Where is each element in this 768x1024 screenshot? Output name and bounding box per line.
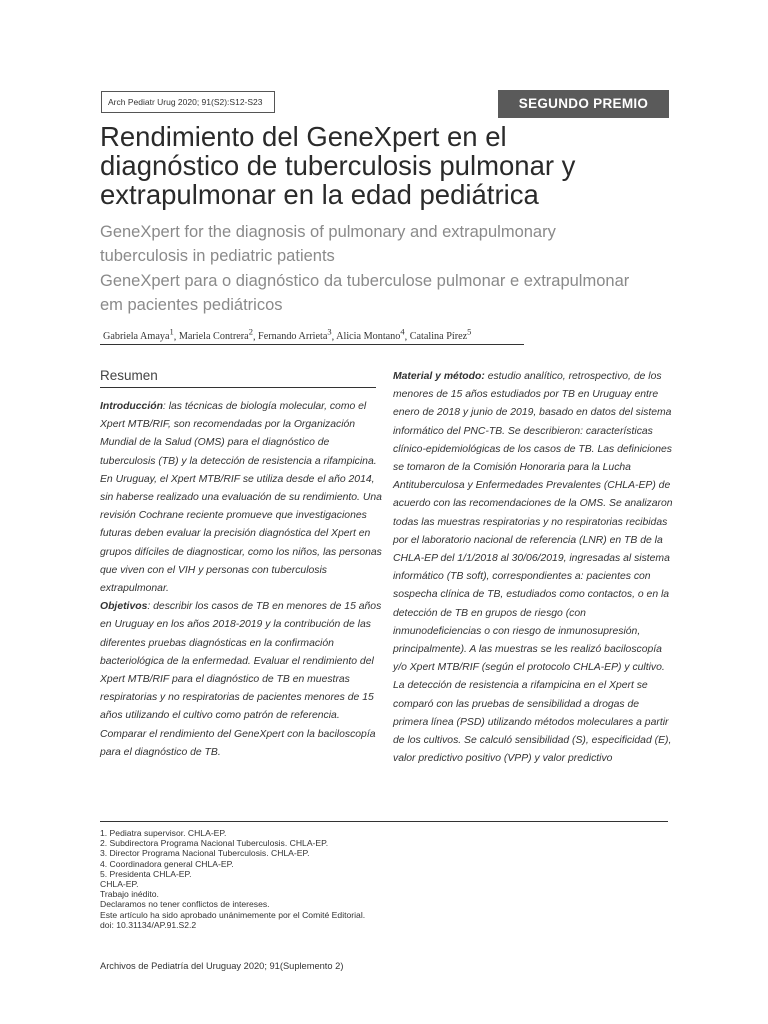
footnote: Trabajo inédito. <box>100 889 159 900</box>
abstract-heading: Resumen <box>100 368 158 383</box>
author <box>103 327 174 343</box>
methods-label: Material y método: <box>393 371 485 382</box>
author-list: Gabriela Amaya$^1$, Mariela Contrera$^2$, Fernando Arrieta$^3$, Alicia Montano$^4$, Catalina Pírez$^5$ <box>103 327 472 343</box>
author <box>336 327 405 343</box>
subtitle-line: em pacientes pediátricos <box>100 296 283 314</box>
authors-divider <box>100 344 524 345</box>
footnote: CHLA-EP. <box>100 879 139 890</box>
subtitle-line: GeneXpert para o diagnóstico da tuberculose pulmonar e extrapulmonar <box>100 272 630 290</box>
objectives-paragraph <box>100 598 382 762</box>
subtitle-line: GeneXpert for the diagnosis of pulmonary and extrapulmonary <box>100 223 556 241</box>
footnote: 2. Subdirectora Programa Nacional Tuberculosis. CHLA-EP. <box>100 838 329 849</box>
author-name: Fernando Arrieta <box>258 331 328 343</box>
subtitle-portuguese <box>100 269 690 317</box>
article-title <box>100 122 660 209</box>
author-name: Gabriela Amaya <box>103 331 170 343</box>
footnotes-divider <box>100 821 668 822</box>
title-line: diagnóstico de tuberculosis pulmonar y <box>100 150 576 181</box>
subtitle-english <box>100 220 690 268</box>
objectives-text: : describir los casos de TB en menores de 15 años en Uruguay en los años 2018-2019 y la contribución de las diferentes pruebas diagnósticas en la confirmación bacteriológica de la enfermedad. Evaluar el rendimiento del Xpert MTB/RIF para el diagnóstico de TB en muestras respiratorias y no respiratorias de pacientes menores de 15 años utilizando el cultivo como patrón de referencia. Comparar el rendimiento del GeneXpert con la baciloscopía para el diagnóstico de TB. <box>100 601 382 758</box>
author-affiliation-mark: 5 <box>467 327 472 337</box>
author-affiliation-mark: 1 <box>169 327 174 337</box>
introduction-text: : las técnicas de biología molecular, como el Xpert MTB/RIF, son recomendadas por la Organización Mundial de la Salud (OMS) para el diagnóstico de tuberculosis (TB) y la detección de resistencia a rifampicina. En Uruguay, el Xpert MTB/RIF se utiliza desde el año 2014, sin haberse realizado una evaluación de su rendimiento. Una revisión Cochrane reciente promueve que investigaciones futuras deben evaluar la precisión diagnóstica del Xpert en grupos difíciles de diagnosticar, como los niños, las personas que viven con el VIH y personas con tuberculosis extrapulmonar. <box>100 401 382 595</box>
author <box>178 327 253 343</box>
footnote: 3. Director Programa Nacional Tuberculosis. CHLA-EP. <box>100 848 310 859</box>
subtitle-line: tuberculosis in pediatric patients <box>100 247 335 265</box>
objectives-label: Objetivos <box>100 601 148 613</box>
methods-text: estudio analítico, retrospectivo, de los menores de 15 años estudiados por TB en Uruguay entre enero de 2018 y junio de 2019, basado en datos del sistema informático del PNC-TB. Se describieron: características clínico-epidemiológicas de los casos de TB. Las definiciones se tomaron de la Comisión Honoraria para la Lucha Antituberculosa y Enfermedades Prevalentes (CHLA-EP) de acuerdo con las recomendaciones de la OMS. Se analizaron todas las muestras respiratorias y no respiratorias recibidas por el laboratorio nacional de referencia (LNR) en TB de la CHLA-EP del 1/1/2018 al 30/06/2019, ingresadas al sistema informático (TB soft), correspondientes a: pacientes con sospecha clínica de TB, estudiados como contactos, o en la detección de TB en grupos de riesgo (con inmunodeficiencias o con riesgo de inmunosupresión, principalmente). A las muestras se les realizó baciloscopía y/o Xpert MTB/RIF (según el protocolo CHLA-EP) y cultivo. La detección de resistencia a rifampicina en el Xpert se comparó con las pruebas de sensibilidad a drogas de primera línea (PSD) utilizando métodos moleculares a partir de los cultivos. Se calculó sensibilidad (S), especificidad (E), valor predictivo positivo (VPP) y valor predictivo <box>393 371 673 765</box>
author-name: Alicia Montano <box>336 331 401 343</box>
footnote: Este artículo ha sido aprobado unánimemente por el Comité Editorial. <box>100 909 366 920</box>
author-name: Mariela Contrera <box>178 331 249 343</box>
introduction-label: Introducción <box>100 401 163 412</box>
abstract-left-column <box>100 398 382 762</box>
journal-footer: Archivos de Pediatría del Uruguay 2020; 91(Suplemento 2) <box>100 961 344 971</box>
author-affiliation-mark: 2 <box>248 327 253 337</box>
author-affiliation-mark: 4 <box>400 327 405 337</box>
journal-citation: Arch Pediatr Urug 2020; 91(S2):S12-S23 <box>101 91 275 113</box>
title-line: extrapulmonar en la edad pediátrica <box>100 179 539 210</box>
footnote: 1. Pediatra supervisor. CHLA-EP. <box>100 828 227 838</box>
footnote: doi: 10.31134/AP.91.S2.2 <box>100 919 197 930</box>
footnotes <box>100 828 660 930</box>
award-badge: SEGUNDO PREMIO <box>498 90 669 118</box>
footnote: Declaramos no tener conflictos de intereses. <box>100 899 270 910</box>
title-line: Rendimiento del GeneXpert en el <box>100 121 507 152</box>
introduction-paragraph <box>100 398 382 598</box>
footnote: 4. Coordinadora general CHLA-EP. <box>100 858 234 869</box>
author <box>409 327 472 343</box>
abstract-right-column <box>393 368 675 768</box>
footnote: 5. Presidenta CHLA-EP. <box>100 868 192 879</box>
author-affiliation-mark: 3 <box>327 327 332 337</box>
author <box>258 327 332 343</box>
methods-paragraph <box>393 368 675 768</box>
author-name: Catalina Pírez <box>409 331 468 343</box>
abstract-heading-divider <box>100 387 376 388</box>
